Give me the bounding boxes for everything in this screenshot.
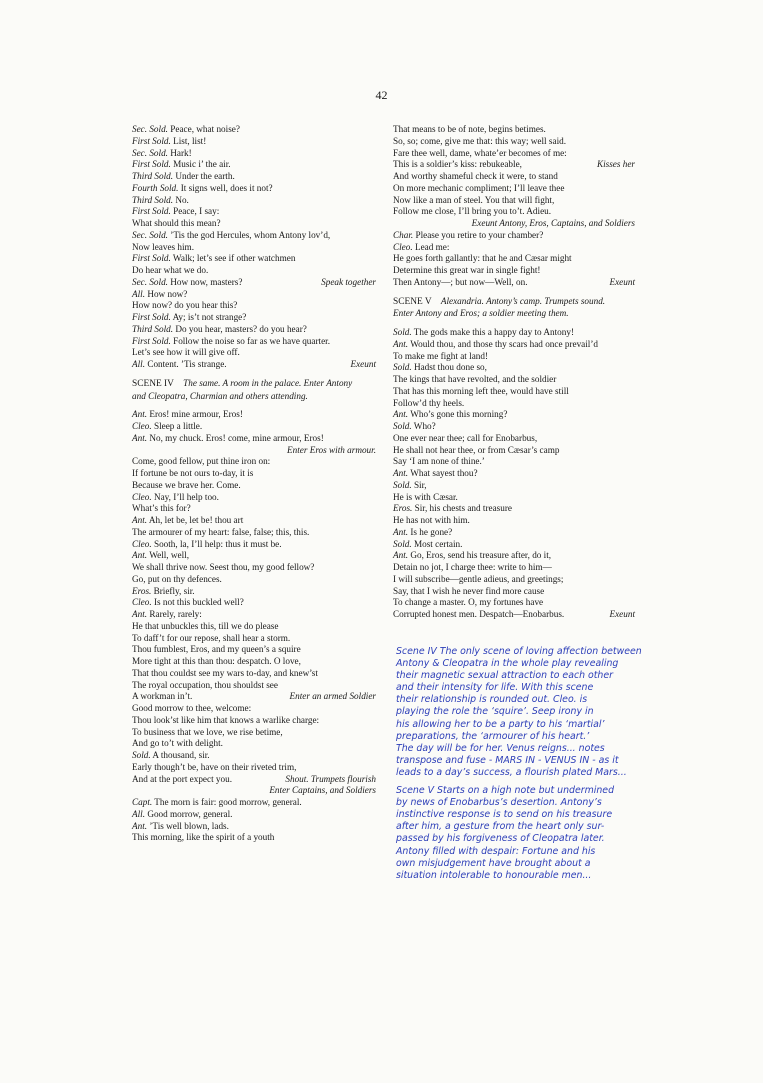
handwritten-note-line: Antony filled with despair: Fortune and his (396, 845, 596, 857)
line-text: To change a master. O, my fortunes have (393, 597, 544, 608)
verse-line (393, 327, 635, 339)
line-text: More tight at this than thou: despatch. O love, (132, 656, 301, 666)
verse-line (132, 633, 376, 645)
verse-line (393, 195, 635, 207)
speaker-name: Cleo. (132, 421, 152, 431)
speaker-name: Third Sold. (132, 171, 174, 181)
line-text: Good morrow to thee, welcome: (132, 703, 252, 713)
line-text: What’s this for? (132, 503, 191, 514)
verse-line (132, 468, 376, 480)
line-text: Then Antony—; but now—Well, on. (393, 276, 528, 287)
line-text: Is he gone? (408, 526, 453, 537)
line-text: A thousand, sir. (150, 750, 210, 760)
handwritten-note-line: Scene V Starts on a high note but undermined (396, 785, 615, 797)
stage-direction: Speak together (321, 276, 376, 287)
verse-line (132, 821, 376, 833)
speaker-name: Eros. (393, 503, 413, 514)
verse-line (132, 206, 376, 218)
verse-line (132, 253, 376, 265)
verse-line (132, 586, 376, 598)
speaker-name: First Sold. (132, 206, 171, 217)
verse-line (393, 492, 635, 504)
line-text: ’Tis well blown, lads. (147, 820, 229, 831)
line-text: So, so; come, give me that: this way; well said. (393, 135, 567, 146)
speaker-name: First Sold. (132, 312, 171, 322)
line-text: Say, that I wish he never find more cause (393, 585, 545, 596)
verse-line (393, 171, 635, 183)
spacer (393, 320, 635, 327)
verse-line (393, 597, 635, 609)
stage-direction: Enter Eros with armour. (287, 444, 376, 455)
verse-line (132, 503, 376, 515)
speaker-name: All. (132, 288, 146, 299)
verse-line (393, 456, 635, 468)
verse-line (132, 289, 376, 301)
line-text: Do you hear, masters? do you hear? (173, 323, 307, 334)
verse-line (132, 680, 376, 692)
speaker-name: Ant. (132, 820, 148, 831)
line-text: Corrupted honest men. Despatch—Enobarbus. (393, 609, 565, 619)
verse-line (393, 159, 635, 171)
handwritten-note-line: instinctive response is to send on his treasure (396, 809, 613, 821)
verse-line (132, 727, 376, 739)
verse-line (132, 644, 376, 656)
verse-line (393, 277, 635, 289)
line-text: Sir, his chests and treasure (412, 503, 512, 514)
speaker-name: Third Sold. (132, 323, 174, 334)
line-text: Peace, what noise? (167, 124, 240, 134)
line-text: Is not this buckled well? (151, 597, 244, 608)
line-text: That has this morning left thee, would have still (393, 385, 569, 396)
page-number: 42 (375, 88, 388, 102)
speaker-name: Sold. (393, 538, 412, 549)
verse-line (393, 386, 635, 398)
line-text: No, my chuck. Eros! come, mine armour, Eros! (147, 432, 324, 443)
verse-line (393, 421, 635, 433)
line-text: Sooth, la, I’ll help: thus it must be. (151, 538, 282, 549)
spacer (132, 402, 376, 409)
handwritten-note-line: preparations, the ‘armourer of his heart.’ (396, 730, 590, 742)
verse-line (132, 668, 376, 680)
line-text: Sir, (411, 479, 427, 490)
speaker-name: First Sold. (132, 135, 171, 146)
stage-direction: Exeunt (609, 276, 635, 287)
verse-line (132, 183, 376, 195)
line-text: Determine this great war in single fight! (393, 265, 541, 275)
stage-direction: Exeunt Antony, Eros, Captains, and Soldiers (471, 218, 635, 228)
verse-line (132, 738, 376, 750)
line-text: Because we brave her. Come. (132, 479, 241, 490)
speaker-name: Ant. (393, 409, 409, 420)
line-text: Nay, I’ll help too. (151, 491, 219, 502)
line-text: How now? (145, 288, 188, 299)
speaker-name: Ant. (132, 609, 148, 619)
speaker-name: Sec. Sold. (132, 124, 168, 134)
verse-line (393, 503, 635, 515)
line-text: Early though’t be, have on their riveted trim, (132, 761, 297, 772)
line-text: We shall thrive now. Seest thou, my good fellow? (132, 562, 315, 572)
scene-setting-continued: and Cleopatra, Charmian and others attending. (132, 390, 308, 401)
handwritten-note-line: The day will be for her. Venus reigns... notes (396, 742, 605, 754)
speaker-name: First Sold. (132, 159, 171, 170)
verse-line (393, 206, 635, 218)
line-text: Follow me close, I’ll bring you to’t. Adieu. (393, 206, 552, 217)
line-text: Sleep a little. (151, 421, 203, 431)
stage-direction: Exeunt (609, 609, 635, 619)
line-text: That thou couldst see my wars to-day, and knew’st (132, 667, 318, 678)
verse-line (132, 574, 376, 586)
handwritten-note-line: Antony & Cleopatra in the whole play revealing (396, 658, 619, 670)
line-text: Music i’ the air. (170, 159, 231, 170)
verse-line (132, 171, 376, 183)
verse-line (132, 597, 376, 609)
verse-line (132, 797, 376, 809)
speaker-name: Cleo. (132, 538, 152, 549)
verse-line (132, 515, 376, 527)
speaker-name: Ant. (393, 550, 409, 561)
line-text: Go, Eros, send his treasure after, do it, (408, 550, 552, 561)
stage-direction: Shout. Trumpets flourish (285, 773, 376, 784)
right-column (393, 124, 635, 621)
line-text: Say ‘I am none of thine.’ (393, 456, 485, 467)
line-text: Well, well, (147, 550, 190, 561)
line-text: No. (173, 194, 189, 205)
line-text: Detain no jot, I charge thee: write to him— (393, 562, 552, 572)
line-text: This morning, like the spirit of a youth (132, 832, 275, 843)
scene-setting-continued: Enter Antony and Eros; a soldier meeting them. (393, 308, 569, 319)
stage-direction: Enter Captains, and Soldiers (269, 785, 376, 796)
verse-line (132, 336, 376, 348)
line-text: It signs well, does it not? (178, 182, 273, 193)
verse-line (132, 159, 376, 171)
speaker-name: Cleo. (132, 491, 152, 502)
left-column (132, 124, 376, 844)
verse-line (393, 562, 635, 574)
line-text: The royal occupation, thou shouldst see (132, 679, 278, 690)
line-text: I will subscribe—gentle adieus, and greetings; (393, 573, 564, 584)
speaker-name: Fourth Sold. (132, 182, 179, 193)
verse-line (393, 609, 635, 621)
verse-line (393, 574, 635, 586)
line-text: Would thou, and those thy scars had once prevail’d (408, 338, 599, 349)
line-text: Come, good fellow, put thine iron on: (132, 456, 271, 467)
speaker-name: Third Sold. (132, 194, 174, 205)
line-text: Follow the noise so far as we have quarter. (170, 335, 331, 346)
line-text: That means to be of note, begins betimes. (393, 124, 546, 134)
verse-line (132, 832, 376, 844)
line-text: Let’s see how it will give off. (132, 347, 240, 358)
verse-line (132, 609, 376, 621)
line-text: Who’s gone this morning? (408, 409, 508, 420)
verse-line (132, 312, 376, 324)
line-text: Hark! (167, 147, 192, 158)
verse-line (393, 253, 635, 265)
verse-line (393, 242, 635, 254)
speaker-name: Sec. Sold. (132, 229, 168, 240)
line-text: Ah, let be, let be! thou art (147, 515, 244, 525)
verse-line (132, 750, 376, 762)
verse-line (393, 515, 635, 527)
verse-line (132, 433, 376, 445)
line-text: Now leaves him. (132, 241, 195, 252)
verse-line (393, 445, 635, 457)
verse-line (132, 136, 376, 148)
verse-line (132, 809, 376, 821)
verse-line (132, 539, 376, 551)
handwritten-note-line: and their intensity for life. With this scene (396, 682, 594, 694)
verse-line (393, 480, 635, 492)
line-text: He has not with him. (393, 515, 470, 525)
line-text: And go to’t with delight. (132, 738, 223, 749)
verse-line (393, 539, 635, 551)
line-text: Under the earth. (173, 171, 235, 181)
line-text: How now? do you hear this? (132, 300, 238, 311)
verse-line (132, 703, 376, 715)
speaker-name: Ant. (132, 515, 148, 525)
verse-line (132, 492, 376, 504)
line-text: List, list! (170, 135, 207, 146)
verse-line (132, 550, 376, 562)
line-text: Ay; is’t not strange? (170, 312, 247, 322)
verse-line (132, 148, 376, 160)
verse-line (132, 762, 376, 774)
speaker-name: First Sold. (132, 253, 171, 264)
line-text: A workman in’t. (132, 691, 193, 702)
verse-line (393, 136, 635, 148)
stage-direction: Enter an armed Soldier (289, 691, 376, 702)
speaker-name: Ant. (132, 550, 148, 561)
speaker-name: All. (132, 359, 146, 369)
verse-line (132, 715, 376, 727)
verse-line (132, 347, 376, 359)
verse-line (132, 621, 376, 633)
verse-line (393, 362, 635, 374)
line-text: And at the port expect you. (132, 773, 233, 784)
line-text: Peace, I say: (170, 206, 220, 217)
verse-line (393, 124, 635, 136)
line-text: Do hear what we do. (132, 265, 209, 275)
verse-line (132, 230, 376, 242)
handwritten-note-line: their relationship is rounded out. Cleo. is (396, 694, 588, 706)
speaker-name: Ant. (393, 468, 409, 478)
verse-line (393, 527, 635, 539)
verse-line (393, 374, 635, 386)
verse-line (393, 586, 635, 598)
handwritten-note-line: by news of Enobarbus’s desertion. Antony’s (396, 797, 602, 809)
line-text: The gods make this a happy day to Antony! (411, 327, 575, 337)
verse-line (393, 183, 635, 195)
line-text: Please you retire to your chamber? (413, 229, 544, 240)
line-text: If fortune be not ours to-day, it is (132, 468, 254, 478)
handwritten-note-line: leads to a day’s success, a flourish plated Mars... (396, 766, 627, 778)
scene-title: SCENE V (393, 296, 432, 307)
line-text: Fare thee well, dame, whate’er becomes of me: (393, 147, 567, 158)
speaker-name: Sold. (393, 327, 412, 337)
line-text: And worthy shameful check it were, to stand (393, 171, 558, 181)
line-text: This is a soldier’s kiss: rebukeable, (393, 159, 522, 170)
handwritten-note-line: their magnetic sexual attraction to each other (396, 670, 613, 682)
handwritten-note-line: Scene IV The only scene of loving affection between (396, 646, 642, 657)
line-text: He shall not hear thee, or from Cæsar’s camp (393, 444, 560, 455)
verse-line (132, 456, 376, 468)
stage-direction: Kisses her (596, 159, 635, 170)
speaker-name: Ant. (393, 338, 409, 349)
verse-line (132, 218, 376, 230)
line-text: Most certain. (411, 538, 463, 549)
verse-line (132, 656, 376, 668)
handwritten-note-line: situation intolerable to honourable men... (396, 869, 592, 881)
speaker-name: Sold. (393, 479, 412, 490)
verse-line (132, 195, 376, 207)
line-text: Rarely, rarely: (147, 609, 202, 619)
line-text: Go, put on thy defences. (132, 573, 222, 584)
line-text: What should this mean? (132, 218, 221, 228)
line-text: Lead me: (412, 241, 450, 252)
scene-title: SCENE IV (132, 378, 174, 389)
line-text: To make me fight at land! (393, 350, 489, 361)
handwritten-note-line: playing the role the ‘squire’. Seep irony in (396, 706, 594, 718)
scene-setting: The same. A room in the palace. Enter Antony (183, 377, 353, 388)
speaker-name: Eros. (132, 585, 152, 596)
verse-line (393, 468, 635, 480)
line-text: Good morrow, general. (145, 808, 233, 819)
line-text: Now like a man of steel. You that will fight, (393, 194, 555, 205)
speaker-name: Cleo. (393, 241, 413, 252)
spacer (393, 289, 635, 296)
speaker-name: Ant. (132, 432, 148, 443)
verse-line (132, 300, 376, 312)
verse-line (132, 562, 376, 574)
verse-line (393, 230, 635, 242)
line-text: On more mechanic compliment; I’ll leave thee (393, 182, 565, 193)
speaker-name: Char. (393, 229, 414, 240)
verse-line (132, 277, 376, 289)
line-text: One ever near thee; call for Enobarbus, (393, 432, 538, 443)
stage-direction: Exeunt (350, 359, 376, 369)
handwritten-notes (396, 646, 658, 882)
handwritten-note-line: his allowing her to be a party to his ‘martial’ (396, 718, 605, 730)
verse-line (132, 324, 376, 336)
line-text: Follow’d thy heels. (393, 397, 465, 408)
handwritten-note-line: passed by his forgiveness of Cleopatra later. (396, 833, 605, 845)
spacer (132, 371, 376, 378)
handwritten-note-line: transpose and fuse - MARS IN - VENUS IN - as it (396, 754, 619, 766)
line-text: Hadst thou done so, (411, 362, 487, 373)
line-text: Who? (411, 421, 436, 431)
verse-line (132, 527, 376, 539)
verse-line (132, 691, 376, 703)
verse-line (393, 339, 635, 351)
verse-line (393, 550, 635, 562)
line-text: ’Tis the god Hercules, whom Antony lov’d, (167, 229, 331, 240)
line-text: Content. ’Tis strange. (145, 359, 227, 369)
line-text: He goes forth gallantly: that he and Cæsar might (393, 253, 572, 264)
speaker-name: First Sold. (132, 335, 171, 346)
speaker-name: Sec. Sold. (132, 147, 168, 158)
verse-line (132, 359, 376, 371)
line-text: He is with Cæsar. (393, 491, 458, 502)
scene-heading (132, 378, 376, 391)
speaker-name: Ant. (132, 409, 148, 420)
line-text: What sayest thou? (408, 468, 478, 478)
line-text: The kings that have revolted, and the soldier (393, 374, 557, 384)
verse-line (132, 409, 376, 421)
line-text: Walk; let’s see if other watchmen (170, 253, 296, 264)
speaker-name: Cleo. (132, 597, 152, 608)
verse-line (393, 351, 635, 363)
line-text: How now, masters? (167, 276, 243, 287)
line-text: To business that we love, we rise betime, (132, 726, 283, 737)
scene-setting: Alexandria. Antony’s camp. Trumpets sound. (440, 295, 606, 306)
verse-line (393, 265, 635, 277)
line-text: Thou fumblest, Eros, and my queen’s a squire (132, 644, 301, 655)
speaker-name: Sold. (132, 750, 151, 760)
verse-line (393, 433, 635, 445)
handwritten-note-line: own misjudgement have brought about a (396, 857, 591, 869)
speaker-name: Ant. (393, 526, 409, 537)
speaker-name: Sold. (393, 362, 412, 373)
speaker-name: Sec. Sold. (132, 276, 168, 287)
verse-line (132, 421, 376, 433)
verse-line (132, 480, 376, 492)
verse-line (132, 774, 376, 786)
line-text: The morn is fair: good morrow, general. (152, 797, 302, 807)
line-text: He that unbuckles this, till we do please (132, 620, 279, 631)
speaker-name: Capt. (132, 797, 153, 807)
verse-line (393, 409, 635, 421)
verse-line (393, 148, 635, 160)
verse-line (132, 265, 376, 277)
scene-heading (393, 296, 635, 309)
line-text: Thou look’st like him that knows a warlike charge: (132, 714, 320, 725)
verse-line (393, 398, 635, 410)
line-text: To daff’t for our repose, shall hear a storm. (132, 632, 291, 643)
line-text: Eros! mine armour, Eros! (147, 409, 243, 420)
verse-line (132, 242, 376, 254)
speaker-name: Sold. (393, 421, 412, 431)
verse-line (132, 124, 376, 136)
line-text: The armourer of my heart: false, false; this, this. (132, 526, 310, 537)
speaker-name: All. (132, 808, 146, 819)
line-text: Briefly, sir. (151, 585, 195, 596)
handwritten-note-line: after him, a gesture from the heart only sur- (396, 821, 605, 833)
